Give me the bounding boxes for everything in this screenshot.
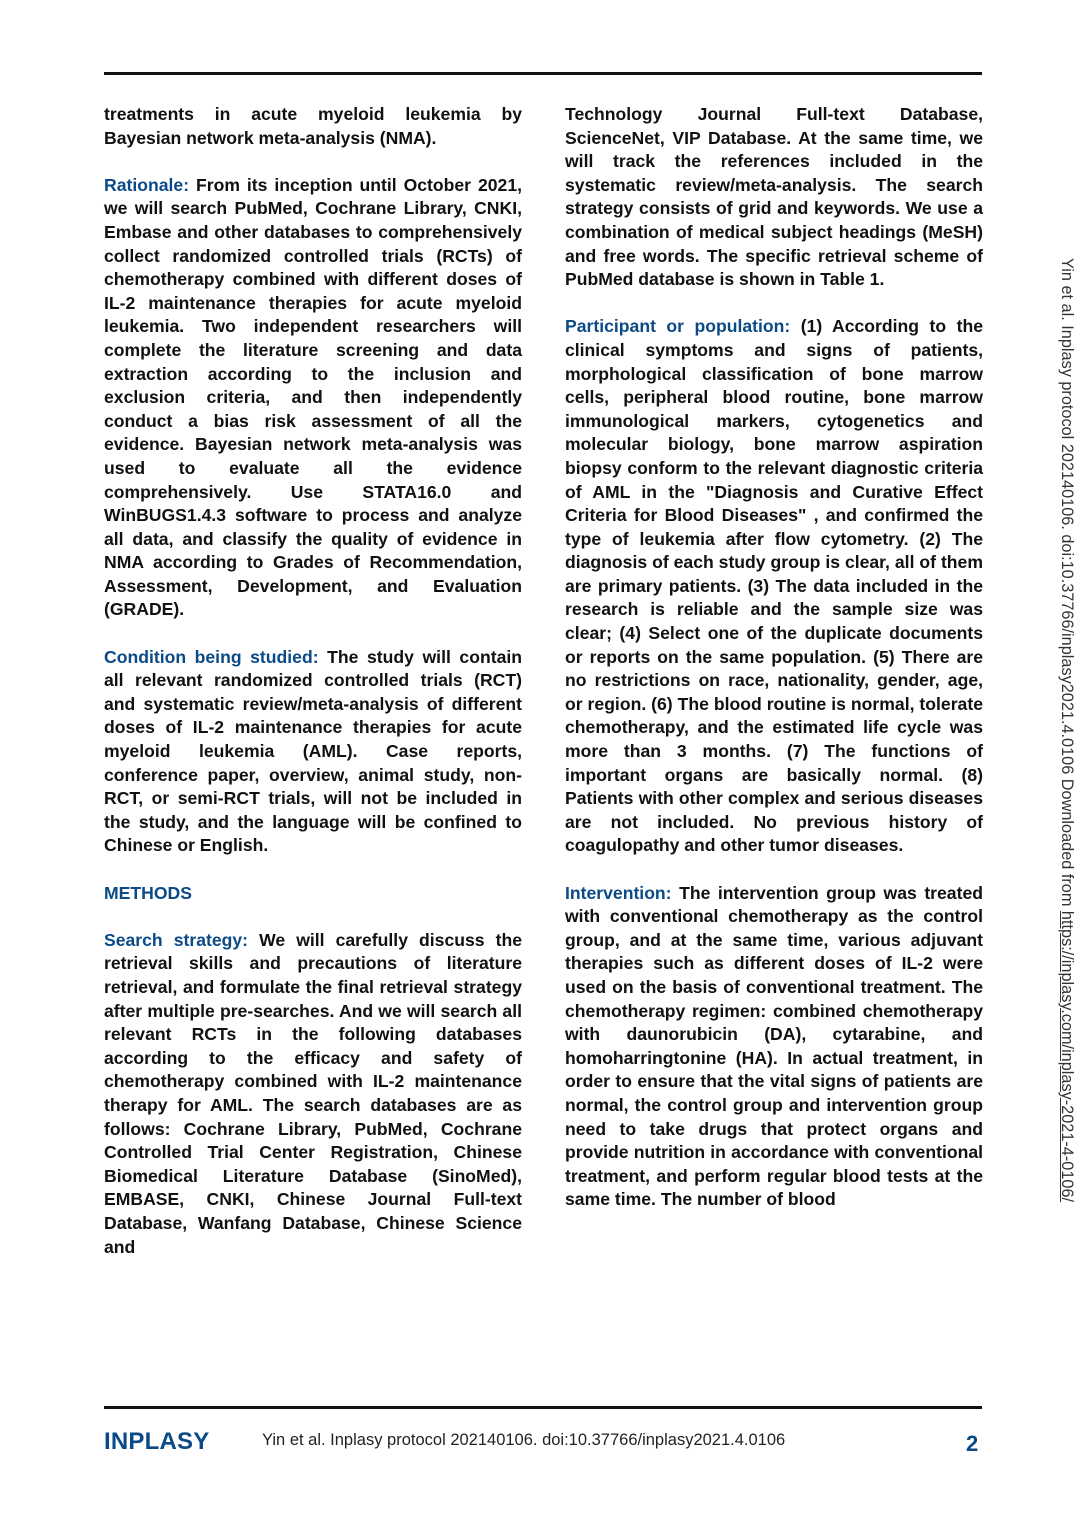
participant-label: Participant or population:	[565, 316, 791, 337]
side-banner-link[interactable]: https://inplasy.com/inplasy-2021-4-0106/	[1058, 910, 1076, 1203]
rationale-text: From its inception until October 2021, we will search PubMed, Cochrane Library, CNKI, Embase and other databases to comprehensively collect randomized controlled trials (RCTs) of chemotherapy combined with different doses of IL-2 maintenance therapies for acute myeloid leukemia. Two independent researchers will complete the literature screening and data extraction according to the inclusion and exclusion criteria, and then independently conduct a bias risk assessment of all the evidence. Bayesian network meta-analysis was used to evaluate all the evidence comprehensively. Use STATA16.0 and WinBUGS1.4.3 software to process and analyze all data, and classify the quality of evidence in NMA according to Grades of Recommendation, Assessment, Development, and Evaluation (GRADE).	[104, 174, 522, 620]
rationale-label: Rationale:	[104, 174, 190, 195]
search-strategy-label: Search strategy:	[104, 929, 249, 950]
condition-paragraph	[104, 646, 522, 858]
participant-paragraph	[565, 315, 983, 858]
side-banner-text: Yin et al. Inplasy protocol 202140106. doi:10.37766/inplasy2021.4.0106 Downloaded from	[1058, 258, 1076, 911]
condition-label: Condition being studied:	[104, 646, 319, 667]
footer-brand-logo: INPLASY	[104, 1428, 210, 1455]
page-number: 2	[966, 1431, 979, 1456]
footer-citation: Yin et al. Inplasy protocol 202140106. doi:10.37766/inplasy2021.4.0106	[262, 1431, 786, 1449]
search-continuation-paragraph	[565, 103, 983, 292]
intervention-paragraph	[565, 882, 983, 1212]
intervention-label: Intervention:	[565, 882, 672, 903]
rationale-paragraph	[104, 174, 522, 622]
condition-text: The study will contain all relevant randomized controlled trials (RCT) and systematic review/meta-analysis of different doses of IL-2 maintenance therapies for acute myeloid leukemia (AML). Case reports, conference paper, overview, animal study, non-RCT, or semi-RCT trials, will not be included in the study, and the language will be confined to Chinese or English.	[104, 646, 522, 856]
right-column	[565, 103, 983, 1236]
header-rule	[104, 72, 982, 75]
intro-continuation-text: treatments in acute myeloid leukemia by Bayesian network meta-analysis (NMA).	[104, 104, 522, 148]
intervention-text: The intervention group was treated with conventional chemotherapy as the control group, and at the same time, various adjuvant therapies such as different doses of IL-2 were used on the basis of conventional treatment. The chemotherapy regimen: combined chemotherapy with daunorubicin (DA), cytarabine, and homoharringtonine (HA). In actual treatment, in order to ensure that the vital signs of patients are normal, the control group and intervention group need to take drugs that protect organs and provide nutrition in accordance with conventional treatment, and perform regular blood tests at the same time. The number of blood	[565, 882, 983, 1210]
search-continuation-text: Technology Journal Full-text Database, ScienceNet, VIP Database. At the same time, we will track the references included in the systematic review/meta-analysis. The search strategy consists of grid and keywords. We use a combination of medical subject headings (MeSH) and free words. The specific retrieval scheme of PubMed database is shown in Table 1.	[565, 104, 983, 290]
left-column	[104, 103, 522, 1283]
side-download-banner	[1057, 258, 1076, 1202]
participant-text: (1) According to the clinical symptoms and signs of patients, morphological classification of bone marrow cells, peripheral blood routine, bone marrow immunological markers, cytogenetics and molecular biology, bone marrow aspiration biopsy conform to the relevant diagnostic criteria of AML in the "Diagnosis and Curative Effect Criteria for Blood Diseases" , and confirmed the type of leukemia after flow cytometry. (2) The diagnosis of each study group is clear, all of them are primary patients. (3) The data included in the research is reliable and the sample size was clear; (4) Select one of the duplicate documents or reports on the same population. (5) There are no restrictions on race, nationality, gender, age, or region. (6) The blood routine is normal, tolerate chemotherapy, and the estimated life cycle was more than 3 months. (7) The functions of important organs are basically normal. (8) Patients with other complex and serious diseases are not included. No previous history of coagulopathy and other tumor diseases.	[565, 316, 983, 856]
methods-heading: METHODS	[104, 882, 192, 903]
intro-continuation-paragraph	[104, 103, 522, 150]
footer-rule	[104, 1406, 982, 1409]
search-strategy-text: We will carefully discuss the retrieval skills and precautions of literature retrieval, and formulate the final retrieval strategy after multiple pre-searches. And we will search all relevant RCTs in the following databases according to the efficacy and safety of chemotherapy combined with IL-2 maintenance therapy for AML. The search databases are as follows: Cochrane Library, PubMed, Cochrane Controlled Trial Center Registration, Chinese Biomedical Literature Database (SinoMed), EMBASE, CNKI, Chinese Journal Full-text Database, Wanfang Database, Chinese Science and	[104, 929, 522, 1257]
search-strategy-paragraph	[104, 929, 522, 1259]
